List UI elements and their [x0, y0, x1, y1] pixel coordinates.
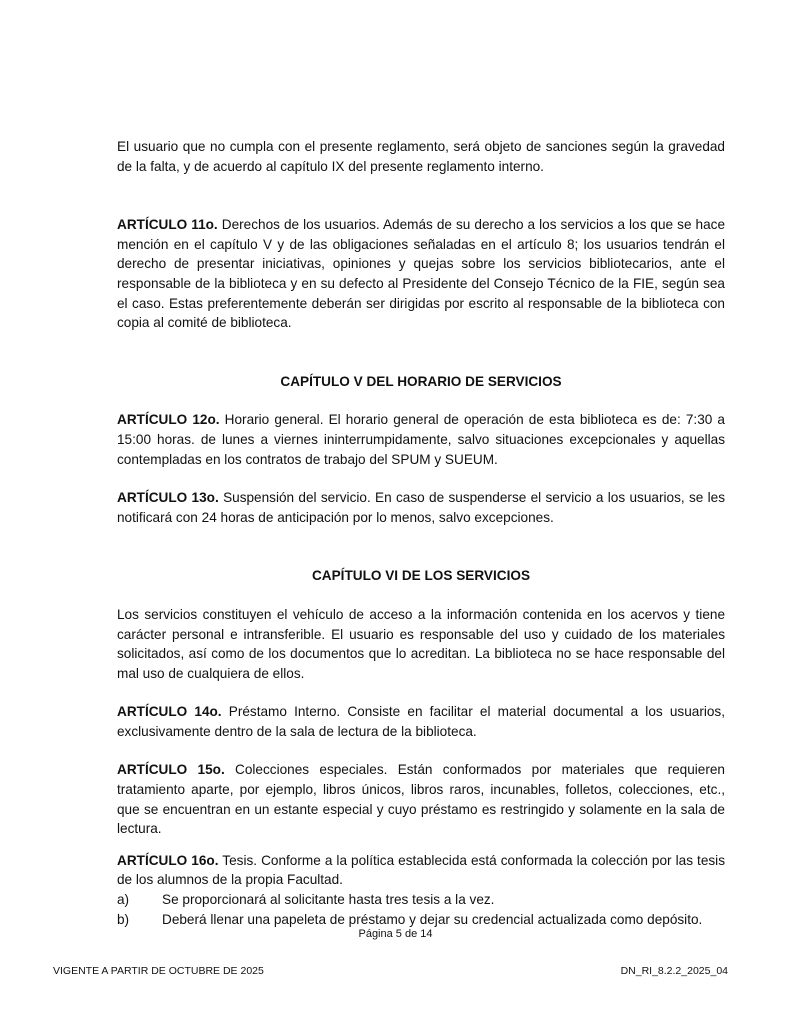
- list-text: Se proporcionará al solicitante hasta tres tesis a la vez.: [162, 892, 495, 908]
- page-number: Página 5 de 14: [358, 928, 433, 940]
- article-label: ARTÍCULO 13o.: [117, 490, 219, 506]
- article-label: ARTÍCULO 14o.: [117, 704, 222, 720]
- paragraph-sanciones: El usuario que no cumpla con el presente reglamento, será objeto de sanciones según la gravedad de la falta, y de acuerdo al capítulo IX del presente reglamento interno.: [117, 139, 725, 174]
- article-text: Tesis. Conforme a la política establecida está conformada la colección por las tesis de los alumnos de la propia Facultad.: [117, 852, 725, 888]
- article-text: Préstamo Interno. Consiste en facilitar el material documental a los usuarios, exclusivamente dentro de la sala de lectura de la biblioteca.: [117, 704, 726, 739]
- article-14: [117, 702, 725, 741]
- list-item: [117, 890, 725, 910]
- chapter-6-heading: CAPÍTULO VI DE LOS SERVICIOS: [311, 568, 531, 584]
- list-marker: b): [117, 911, 130, 927]
- footer-validity: VIGENTE A PARTIR DE OCTUBRE DE 2025: [53, 965, 264, 977]
- article-label: ARTÍCULO 15o.: [117, 762, 225, 778]
- article-text: Suspensión del servicio. En caso de suspenderse el servicio a los usuarios, se les notificará con 24 horas de anticipación por lo menos, salvo excepciones.: [117, 490, 726, 525]
- article-label: ARTÍCULO 16o.: [117, 852, 219, 868]
- footer-document-code: DN_RI_8.2.2_2025_04: [620, 965, 728, 977]
- list-text: Deberá llenar una papeleta de préstamo y dejar su credencial actualizada como depósito.: [162, 911, 703, 927]
- article-text: Colecciones especiales. Están conformados por materiales que requieren tratamiento aparte, por ejemplo, libros únicos, libros raros, incunables, folletos, colecciones, etc., que se encuentran en un estante especial y cuyo préstamo es restringido y solamente en la sala de lectura.: [117, 762, 725, 837]
- article-text: Horario general. El horario general de operación de esta biblioteca es de: 7:30 a 15:00 horas. de lunes a viernes ininterrumpidamente, salvo situaciones excepcionales y aquellas contempladas en los contratos de trabajo del SPUM y SUEUM.: [117, 412, 725, 467]
- article-text: Derechos de los usuarios. Además de su derecho a los servicios a los que se hace mención en el capítulo V y de las obligaciones señaladas en el artículo 8; los usuarios tendrán el derecho de presentar iniciativas, opiniones y quejas sobre los servicios bibliotecarios, ante el responsable de la biblioteca y en su defecto al Presidente del Consejo Técnico de la FIE, según sea el caso. Estas preferentemente deberán ser dirigidas por escrito al responsable de la biblioteca con copia al comité de biblioteca.: [117, 217, 726, 331]
- list-marker: a): [117, 892, 130, 908]
- article-11: [117, 215, 725, 333]
- paragraph-servicios: Los servicios constituyen el vehículo de acceso a la información contenida en los acervos y tiene carácter personal e intransferible. El usuario es responsable del uso y cuidado de los materiales solicitados, así como de los documentos que lo acreditan. La biblioteca no se hace responsable del mal uso de cualquiera de ellos.: [117, 606, 725, 681]
- article-16: [117, 851, 725, 890]
- article-15: [117, 760, 725, 838]
- article-label: ARTÍCULO 12o.: [117, 412, 220, 428]
- list-item: [117, 910, 725, 930]
- article-label: ARTÍCULO 11o.: [117, 217, 218, 233]
- article-13: [117, 488, 725, 527]
- page-content: [117, 137, 725, 929]
- chapter-5-heading: CAPÍTULO V DEL HORARIO DE SERVICIOS: [280, 373, 562, 389]
- article-12: [117, 410, 725, 469]
